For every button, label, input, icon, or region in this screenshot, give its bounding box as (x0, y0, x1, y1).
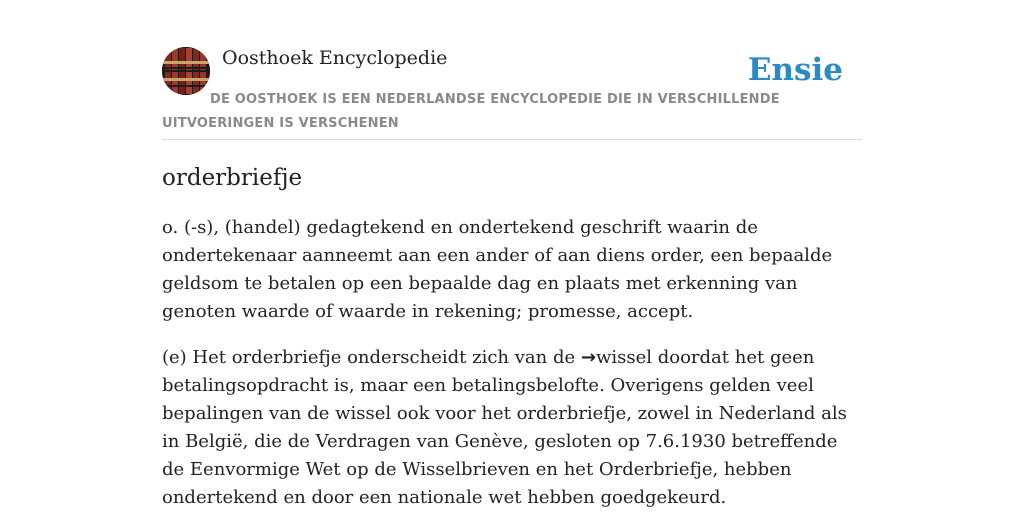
content-container (162, 0, 862, 512)
header (162, 0, 862, 140)
entry-term: orderbriefje (162, 165, 303, 191)
definition-paragraph: o. (-s), (handel) gedagtekend en ondertekend geschrift waarin de ondertekenaar aanneemt aan een ander of aan diens order, een bepaalde geldsom te betalen op een bepaalde dag en plaats met erkenning van genoten waarde of waarde in rekening; promesse, accept. (162, 217, 833, 322)
paragraph-text: (e) Het orderbriefje onderscheidt zich van de (162, 347, 581, 368)
arrow-icon: → (580, 347, 596, 368)
wissel-link[interactable]: wissel (595, 347, 653, 368)
site-tagline: DE OOSTHOEK IS EEN NEDERLANDSE ENCYCLOPEDIE DIE IN VERSCHILLENDE UITVOERINGEN IS VERSCHENEN (162, 92, 780, 131)
paragraph-text: doordat het geen betalingsopdracht is, maar een betalingsbelofte. Overigens gelden veel bepalingen van de wissel ook voor het orderbriefje, zowel in Nederland als in België, die de Verdragen van Genève, gesloten op 7.6.1930 betreffende de Eenvormige Wet op de Wisselbrieven en het Orderbriefje, hebben ondertekend en door een nationale wet hebben goedgekeurd. (162, 347, 847, 508)
explanation-paragraph (162, 344, 862, 512)
brand-logo[interactable]: Ensie (747, 52, 843, 88)
site-title[interactable]: Oosthoek Encyclopedie (222, 47, 448, 69)
